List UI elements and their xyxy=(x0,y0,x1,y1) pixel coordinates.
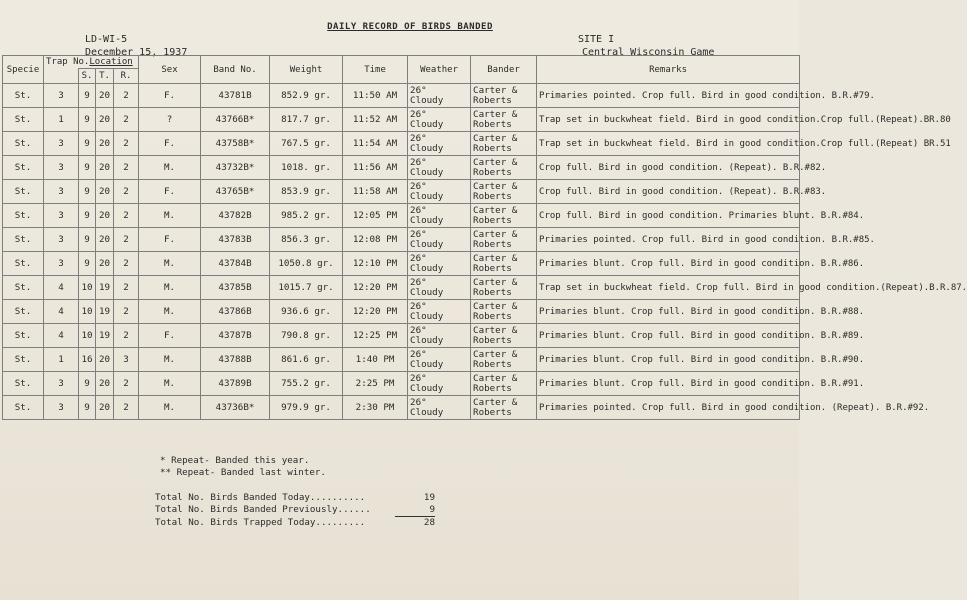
table-row xyxy=(3,156,800,180)
footnote-double: ** Repeat- Banded last winter. xyxy=(160,467,326,478)
weather-temp: 26° xyxy=(410,180,427,192)
col-location-group xyxy=(44,56,139,69)
cell-trap: 4 xyxy=(44,276,79,300)
cell-s: 9 xyxy=(79,372,96,396)
totals-block xyxy=(155,492,435,529)
cell-bander xyxy=(471,156,537,180)
table-row xyxy=(3,396,800,420)
cell-remarks: Primaries blunt. Crop full. Bird in good condition. B.R.#86. xyxy=(537,252,800,276)
bander-line-1: Carter & xyxy=(473,156,518,168)
bander-line-1: Carter & xyxy=(473,108,518,120)
table-row xyxy=(3,324,800,348)
cell-remarks: Primaries pointed. Crop full. Bird in good condition. B.R.#79. xyxy=(537,84,800,108)
cell-s: 9 xyxy=(79,84,96,108)
cell-s: 9 xyxy=(79,204,96,228)
cell-time: 11:52 AM xyxy=(343,108,408,132)
weather-condition: Cloudy xyxy=(410,262,444,274)
bander-line-1: Carter & xyxy=(473,324,518,336)
cell-weather xyxy=(408,132,471,156)
table-row xyxy=(3,180,800,204)
weather-condition: Cloudy xyxy=(410,286,444,298)
bander-line-1: Carter & xyxy=(473,228,518,240)
total-trapped-today-value: 28 xyxy=(423,517,435,528)
weather-temp: 26° xyxy=(410,396,427,408)
cell-bander xyxy=(471,84,537,108)
cell-band-no: 43732B* xyxy=(201,156,270,180)
weather-temp: 26° xyxy=(410,204,427,216)
weather-temp: 26° xyxy=(410,276,427,288)
cell-weight: 985.2 gr. xyxy=(270,204,343,228)
bander-line-1: Carter & xyxy=(473,300,518,312)
footnotes xyxy=(160,455,326,479)
cell-trap: 1 xyxy=(44,108,79,132)
col-t: T. xyxy=(96,69,114,84)
cell-band-no: 43787B xyxy=(201,324,270,348)
table-body xyxy=(3,84,967,420)
cell-specie: St. xyxy=(3,396,44,420)
cell-specie: St. xyxy=(3,84,44,108)
col-specie: Specie xyxy=(3,56,44,84)
cell-r: 2 xyxy=(114,204,139,228)
footnote-single: * Repeat- Banded this year. xyxy=(160,455,310,466)
cell-s: 9 xyxy=(79,108,96,132)
cell-s: 9 xyxy=(79,252,96,276)
cell-sex: F. xyxy=(139,180,201,204)
bander-line-1: Carter & xyxy=(473,204,518,216)
cell-t: 19 xyxy=(96,324,114,348)
col-trap-spacer xyxy=(44,69,79,84)
cell-t: 20 xyxy=(96,156,114,180)
cell-t: 20 xyxy=(96,396,114,420)
col-sex: Sex xyxy=(139,56,201,84)
cell-time: 12:25 PM xyxy=(343,324,408,348)
cell-band-no: 43781B xyxy=(201,84,270,108)
cell-weather xyxy=(408,84,471,108)
weather-condition: Cloudy xyxy=(410,334,444,346)
cell-trap: 3 xyxy=(44,84,79,108)
cell-weather xyxy=(408,180,471,204)
table-row xyxy=(3,372,800,396)
cell-t: 20 xyxy=(96,372,114,396)
cell-time: 2:25 PM xyxy=(343,372,408,396)
cell-weather xyxy=(408,324,471,348)
weather-temp: 26° xyxy=(410,84,427,96)
cell-r: 2 xyxy=(114,396,139,420)
cell-sex: ? xyxy=(139,108,201,132)
weather-temp: 26° xyxy=(410,156,427,168)
total-trapped-today-label: Total No. Birds Trapped Today......... xyxy=(155,517,366,528)
banding-table xyxy=(2,55,967,420)
cell-trap: 3 xyxy=(44,372,79,396)
cell-bander xyxy=(471,252,537,276)
cell-weather xyxy=(408,300,471,324)
cell-r: 2 xyxy=(114,300,139,324)
cell-s: 9 xyxy=(79,180,96,204)
total-banded-previously-label: Total No. Birds Banded Previously...... xyxy=(155,504,371,515)
col-r: R. xyxy=(114,69,139,84)
weather-condition: Cloudy xyxy=(410,238,444,250)
cell-specie: St. xyxy=(3,252,44,276)
cell-time: 12:10 PM xyxy=(343,252,408,276)
col-weight: Weight xyxy=(270,56,343,84)
bander-line-2: Roberts xyxy=(473,238,512,250)
weather-temp: 26° xyxy=(410,228,427,240)
cell-remarks: Trap set in buckwheat field. Bird in good condition.Crop full.(Repeat) BR.51 xyxy=(537,132,800,156)
cell-t: 20 xyxy=(96,132,114,156)
bander-line-1: Carter & xyxy=(473,132,518,144)
cell-r: 2 xyxy=(114,132,139,156)
cell-bander xyxy=(471,372,537,396)
cell-specie: St. xyxy=(3,132,44,156)
cell-bander xyxy=(471,276,537,300)
cell-specie: St. xyxy=(3,372,44,396)
cell-r: 2 xyxy=(114,108,139,132)
cell-weather xyxy=(408,228,471,252)
col-bander: Bander xyxy=(471,56,537,84)
cell-r: 2 xyxy=(114,156,139,180)
cell-trap: 3 xyxy=(44,252,79,276)
cell-s: 16 xyxy=(79,348,96,372)
cell-weight: 817.7 gr. xyxy=(270,108,343,132)
cell-specie: St. xyxy=(3,180,44,204)
col-location: Location xyxy=(89,57,133,67)
cell-t: 20 xyxy=(96,228,114,252)
cell-bander xyxy=(471,132,537,156)
cell-specie: St. xyxy=(3,276,44,300)
table-row xyxy=(3,348,800,372)
cell-trap: 3 xyxy=(44,156,79,180)
table-row xyxy=(3,228,800,252)
weather-temp: 26° xyxy=(410,348,427,360)
cell-time: 12:08 PM xyxy=(343,228,408,252)
cell-specie: St. xyxy=(3,324,44,348)
cell-t: 20 xyxy=(96,204,114,228)
cell-band-no: 43766B* xyxy=(201,108,270,132)
cell-bander xyxy=(471,180,537,204)
bander-line-1: Carter & xyxy=(473,348,518,360)
total-banded-today xyxy=(155,492,435,504)
cell-weather xyxy=(408,108,471,132)
location-name: Central Wisconsin Game xyxy=(582,47,715,58)
cell-weight: 853.9 gr. xyxy=(270,180,343,204)
cell-trap: 1 xyxy=(44,348,79,372)
cell-remarks: Trap set in buckwheat field. Crop full. Bird in good condition.(Repeat).B.R.87. xyxy=(537,276,800,300)
bander-line-2: Roberts xyxy=(473,358,512,370)
cell-r: 2 xyxy=(114,180,139,204)
cell-specie: St. xyxy=(3,300,44,324)
cell-r: 2 xyxy=(114,228,139,252)
cell-sex: M. xyxy=(139,276,201,300)
cell-time: 11:58 AM xyxy=(343,180,408,204)
col-s: S. xyxy=(79,69,96,84)
cell-weather xyxy=(408,252,471,276)
weather-temp: 26° xyxy=(410,252,427,264)
cell-band-no: 43783B xyxy=(201,228,270,252)
col-band-no: Band No. xyxy=(201,56,270,84)
cell-time: 11:54 AM xyxy=(343,132,408,156)
cell-sex: M. xyxy=(139,204,201,228)
cell-weight: 1050.8 gr. xyxy=(270,252,343,276)
cell-remarks: Primaries blunt. Crop full. Bird in good condition. B.R.#90. xyxy=(537,348,800,372)
cell-band-no: 43736B* xyxy=(201,396,270,420)
cell-bander xyxy=(471,324,537,348)
document-code: LD-WI-5 xyxy=(85,34,128,45)
bander-line-1: Carter & xyxy=(473,180,518,192)
bander-line-1: Carter & xyxy=(473,396,518,408)
weather-temp: 26° xyxy=(410,108,427,120)
cell-time: 12:05 PM xyxy=(343,204,408,228)
col-remarks: Remarks xyxy=(537,56,800,84)
document-title: DAILY RECORD OF BIRDS BANDED xyxy=(327,22,493,32)
cell-remarks: Primaries pointed. Crop full. Bird in good condition. B.R.#85. xyxy=(537,228,800,252)
table-row xyxy=(3,276,800,300)
cell-r: 2 xyxy=(114,84,139,108)
cell-band-no: 43784B xyxy=(201,252,270,276)
cell-weight: 767.5 gr. xyxy=(270,132,343,156)
cell-sex: M. xyxy=(139,300,201,324)
cell-sex: F. xyxy=(139,228,201,252)
cell-remarks: Crop full. Bird in good condition. Primaries blunt. B.R.#84. xyxy=(537,204,800,228)
bander-line-1: Carter & xyxy=(473,372,518,384)
col-trap: Trap No. xyxy=(46,57,90,67)
bander-line-2: Roberts xyxy=(473,190,512,202)
weather-condition: Cloudy xyxy=(410,214,444,226)
bander-line-2: Roberts xyxy=(473,214,512,226)
cell-remarks: Crop full. Bird in good condition. (Repeat). B.R.#82. xyxy=(537,156,800,180)
bander-line-1: Carter & xyxy=(473,276,518,288)
cell-weather xyxy=(408,276,471,300)
total-banded-today-value: 19 xyxy=(423,492,435,503)
cell-bander xyxy=(471,300,537,324)
total-banded-today-label: Total No. Birds Banded Today.......... xyxy=(155,492,366,503)
total-banded-previously xyxy=(155,504,435,517)
cell-weather xyxy=(408,348,471,372)
cell-weight: 852.9 gr. xyxy=(270,84,343,108)
col-weather: Weather xyxy=(408,56,471,84)
cell-weight: 755.2 gr. xyxy=(270,372,343,396)
cell-weather xyxy=(408,396,471,420)
cell-sex: M. xyxy=(139,372,201,396)
cell-r: 2 xyxy=(114,372,139,396)
cell-s: 9 xyxy=(79,396,96,420)
cell-weight: 979.9 gr. xyxy=(270,396,343,420)
cell-t: 19 xyxy=(96,276,114,300)
cell-r: 2 xyxy=(114,252,139,276)
cell-bander xyxy=(471,396,537,420)
cell-r: 2 xyxy=(114,324,139,348)
cell-sex: M. xyxy=(139,348,201,372)
cell-band-no: 43785B xyxy=(201,276,270,300)
total-trapped-today xyxy=(155,517,435,529)
cell-specie: St. xyxy=(3,156,44,180)
cell-weight: 861.6 gr. xyxy=(270,348,343,372)
cell-sex: M. xyxy=(139,396,201,420)
weather-condition: Cloudy xyxy=(410,166,444,178)
cell-weight: 936.6 gr. xyxy=(270,300,343,324)
cell-weight: 1015.7 gr. xyxy=(270,276,343,300)
bander-line-2: Roberts xyxy=(473,406,512,418)
cell-sex: M. xyxy=(139,252,201,276)
cell-remarks: Primaries blunt. Crop full. Bird in good condition. B.R.#91. xyxy=(537,372,800,396)
table-row xyxy=(3,300,800,324)
cell-remarks: Primaries pointed. Crop full. Bird in good condition. (Repeat). B.R.#92. xyxy=(537,396,800,420)
weather-condition: Cloudy xyxy=(410,406,444,418)
cell-remarks: Primaries blunt. Crop full. Bird in good condition. B.R.#88. xyxy=(537,300,800,324)
weather-condition: Cloudy xyxy=(410,118,444,130)
cell-s: 9 xyxy=(79,228,96,252)
cell-weather xyxy=(408,372,471,396)
cell-s: 9 xyxy=(79,156,96,180)
weather-condition: Cloudy xyxy=(410,382,444,394)
cell-time: 11:56 AM xyxy=(343,156,408,180)
cell-specie: St. xyxy=(3,348,44,372)
cell-specie: St. xyxy=(3,108,44,132)
cell-weight: 856.3 gr. xyxy=(270,228,343,252)
cell-sex: F. xyxy=(139,324,201,348)
table-row xyxy=(3,84,800,108)
cell-t: 20 xyxy=(96,84,114,108)
cell-time: 1:40 PM xyxy=(343,348,408,372)
cell-trap: 3 xyxy=(44,180,79,204)
cell-trap: 3 xyxy=(44,228,79,252)
cell-sex: F. xyxy=(139,84,201,108)
cell-r: 2 xyxy=(114,276,139,300)
weather-condition: Cloudy xyxy=(410,94,444,106)
bander-line-2: Roberts xyxy=(473,166,512,178)
cell-band-no: 43789B xyxy=(201,372,270,396)
weather-temp: 26° xyxy=(410,132,427,144)
cell-band-no: 43765B* xyxy=(201,180,270,204)
cell-weight: 790.8 gr. xyxy=(270,324,343,348)
cell-remarks: Crop full. Bird in good condition. (Repeat). B.R.#83. xyxy=(537,180,800,204)
weather-temp: 26° xyxy=(410,300,427,312)
document-date: December 15, 1937 xyxy=(85,47,188,58)
cell-t: 20 xyxy=(96,348,114,372)
cell-s: 9 xyxy=(79,132,96,156)
cell-t: 19 xyxy=(96,300,114,324)
weather-condition: Cloudy xyxy=(410,190,444,202)
cell-weight: 1018. gr. xyxy=(270,156,343,180)
cell-s: 10 xyxy=(79,300,96,324)
cell-trap: 3 xyxy=(44,396,79,420)
bander-line-1: Carter & xyxy=(473,84,518,96)
bander-line-2: Roberts xyxy=(473,118,512,130)
weather-temp: 26° xyxy=(410,324,427,336)
col-time: Time xyxy=(343,56,408,84)
bander-line-2: Roberts xyxy=(473,94,512,106)
cell-time: 12:20 PM xyxy=(343,300,408,324)
cell-t: 20 xyxy=(96,180,114,204)
cell-specie: St. xyxy=(3,204,44,228)
total-banded-previously-value: 9 xyxy=(395,504,435,517)
cell-s: 10 xyxy=(79,276,96,300)
table-row xyxy=(3,108,800,132)
bander-line-2: Roberts xyxy=(473,142,512,154)
cell-bander xyxy=(471,228,537,252)
site-label: SITE I xyxy=(578,34,615,45)
cell-time: 2:30 PM xyxy=(343,396,408,420)
weather-temp: 26° xyxy=(410,372,427,384)
cell-sex: F. xyxy=(139,132,201,156)
cell-trap: 4 xyxy=(44,300,79,324)
cell-sex: M. xyxy=(139,156,201,180)
cell-weather xyxy=(408,156,471,180)
bander-line-2: Roberts xyxy=(473,286,512,298)
cell-t: 20 xyxy=(96,108,114,132)
weather-condition: Cloudy xyxy=(410,358,444,370)
cell-band-no: 43788B xyxy=(201,348,270,372)
cell-time: 12:20 PM xyxy=(343,276,408,300)
cell-band-no: 43786B xyxy=(201,300,270,324)
cell-bander xyxy=(471,204,537,228)
cell-specie: St. xyxy=(3,228,44,252)
cell-trap: 4 xyxy=(44,324,79,348)
table-row xyxy=(3,204,800,228)
bander-line-2: Roberts xyxy=(473,382,512,394)
cell-remarks: Primaries blunt. Crop full. Bird in good condition. B.R.#89. xyxy=(537,324,800,348)
cell-trap: 3 xyxy=(44,132,79,156)
cell-band-no: 43782B xyxy=(201,204,270,228)
table-row xyxy=(3,252,800,276)
bander-line-2: Roberts xyxy=(473,310,512,322)
weather-condition: Cloudy xyxy=(410,142,444,154)
bander-line-2: Roberts xyxy=(473,334,512,346)
cell-time: 11:50 AM xyxy=(343,84,408,108)
bander-line-2: Roberts xyxy=(473,262,512,274)
weather-condition: Cloudy xyxy=(410,310,444,322)
table-row xyxy=(3,132,800,156)
cell-t: 20 xyxy=(96,252,114,276)
cell-band-no: 43758B* xyxy=(201,132,270,156)
cell-bander xyxy=(471,348,537,372)
cell-r: 3 xyxy=(114,348,139,372)
bander-line-1: Carter & xyxy=(473,252,518,264)
cell-bander xyxy=(471,108,537,132)
cell-weather xyxy=(408,204,471,228)
cell-s: 10 xyxy=(79,324,96,348)
cell-trap: 3 xyxy=(44,204,79,228)
cell-remarks: Trap set in buckwheat field. Bird in good condition.Crop full.(Repeat).BR.80 xyxy=(537,108,800,132)
